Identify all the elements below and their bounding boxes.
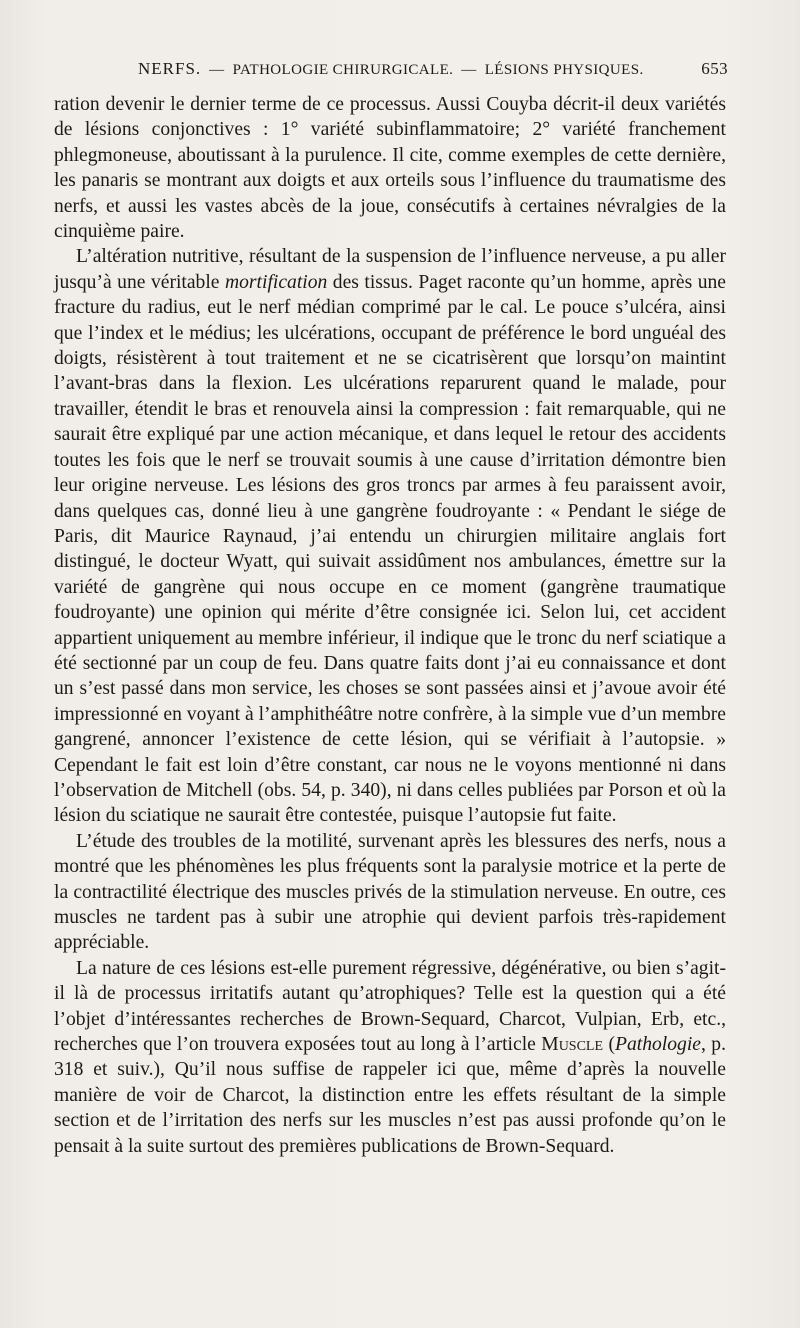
text-run: La nature de ces lésions est-elle purement régressive, dégénérative, ou bien s’agit-il là de processus irritatifs autant qu’atrophiques? Telle est la question qui a été l’objet d’intéressantes recherches de Brown-Sequard, Charcot, Vulpian, Erb, etc., recherches que l’on trouvera exposées tout au long à l’article (54, 957, 726, 1056)
paragraph (54, 244, 726, 828)
header-separator: — (209, 62, 225, 78)
paragraph (54, 829, 726, 956)
paragraph (54, 956, 726, 1159)
header-subject: PATHOLOGIE CHIRURGICALE. (232, 62, 454, 78)
header-topic: LÉSIONS PHYSIQUES. (484, 62, 644, 78)
text-run: ration devenir le dernier terme de ce processus. Aussi Couyba décrit-il deux variétés de lésions conjonctives : 1° variété subinflammatoire; 2° variété franchement phlegmoneuse, aboutissant à la purulence. Il cite, comme exemples de cette dernière, les panaris se montrant aux doigts et aux orteils sous l’influence du traumatisme des nerfs, et aussi les vastes abcès de la joue, consécutifs à certaines névralgies de la cinquième paire. (54, 94, 726, 243)
text-run: L’étude des troubles de la motilité, survenant après les blessures des nerfs, nous a montré que les phénomènes les plus fréquents sont la paralysie motrice et la perte de la contractilité électrique des muscles privés de la stimulation nerveuse. En outre, ces muscles ne tardent pas à subir une atrophie qui devient parfois très-rapidement appréciable. (54, 830, 726, 954)
text-run: ( (603, 1034, 615, 1056)
body-text (54, 92, 726, 1159)
text-run: des tissus. Paget raconte qu’un homme, après une fracture du radius, eut le nerf médian comprimé par le cal. Le pouce s’ulcéra, ainsi que l’index et le médius; les ulcérations, occupant de préférence le bord unguéal des doigts, résistèrent à tout traitement et ne se cicatrisèrent que lorsqu’on maintint l’avant-bras dans la flexion. Les ulcérations reparurent quand le malade, pour travailler, étendit le bras et renouvela ainsi la compression : fait remarquable, qui ne saurait être expliqué par une action mécanique, et dans lequel le retour des accidents toutes les fois que le nerf se trouvait soumis à une cause d’irritation démontre bien leur origine nerveuse. Les lésions des gros troncs par armes à feu paraissent avoir, dans quelques cas, donné lieu à une gangrène foudroyante : « Pendant le siége de Paris, dit Maurice Raynaud, j’ai entendu un chirurgien militaire anglais fort distingué, le docteur Wyatt, qui suivait assidûment nos ambulances, émettre sur la variété de gangrène qui nous occupe en ce moment (gangrène traumatique foudroyante) une opinion qui mérite d’être consignée ici. Selon lui, cet accident appartient uniquement au membre inférieur, il indique que le tronc du nerf sciatique a été sectionné par un coup de feu. Dans quatre faits dont j’ai eu connaissance et dont un s’est passé dans mon service, les choses se sont passées ainsi et j’avoue avoir été impressionné en voyant à l’amphithéâtre notre confrère, à la simple vue d’un membre gangrené, annoncer l’existence de cette lésion, qui se vérifiait à l’autopsie. » Cependant le fait est loin d’être constant, car nous ne le voyons mentionné ni dans l’observation de Mitchell (obs. 54, p. 340), ni dans celles publiées par Porson et où la lésion du sciatique ne saurait être contestée, puisque l’autopsie fut faite. (54, 271, 726, 827)
section-title: NERFS. (138, 59, 202, 78)
italic-text: Pathologie (614, 1034, 701, 1056)
italic-text: mortification (224, 271, 328, 293)
smallcaps-text: Muscle (541, 1034, 604, 1056)
paragraph (54, 92, 726, 244)
running-head (56, 59, 728, 85)
text-run: , p. 318 et suiv.), Qu’il nous suffise de rappeler ici que, même d’après la nouvelle manière de voir de Charcot, la distinction entre les effets résultant de la simple section et de l’irritation des nerfs sur les muscles n’est pas aussi profonde qu’on le pensait à la suite surtout des premières publications de Brown-Sequard. (54, 1034, 726, 1157)
header-separator: — (461, 62, 477, 78)
page-number: 653 (701, 59, 728, 78)
text-run: L’altération nutritive, résultant de la suspension de l’influence nerveuse, a pu aller jusqu’à une véritable (54, 246, 726, 293)
